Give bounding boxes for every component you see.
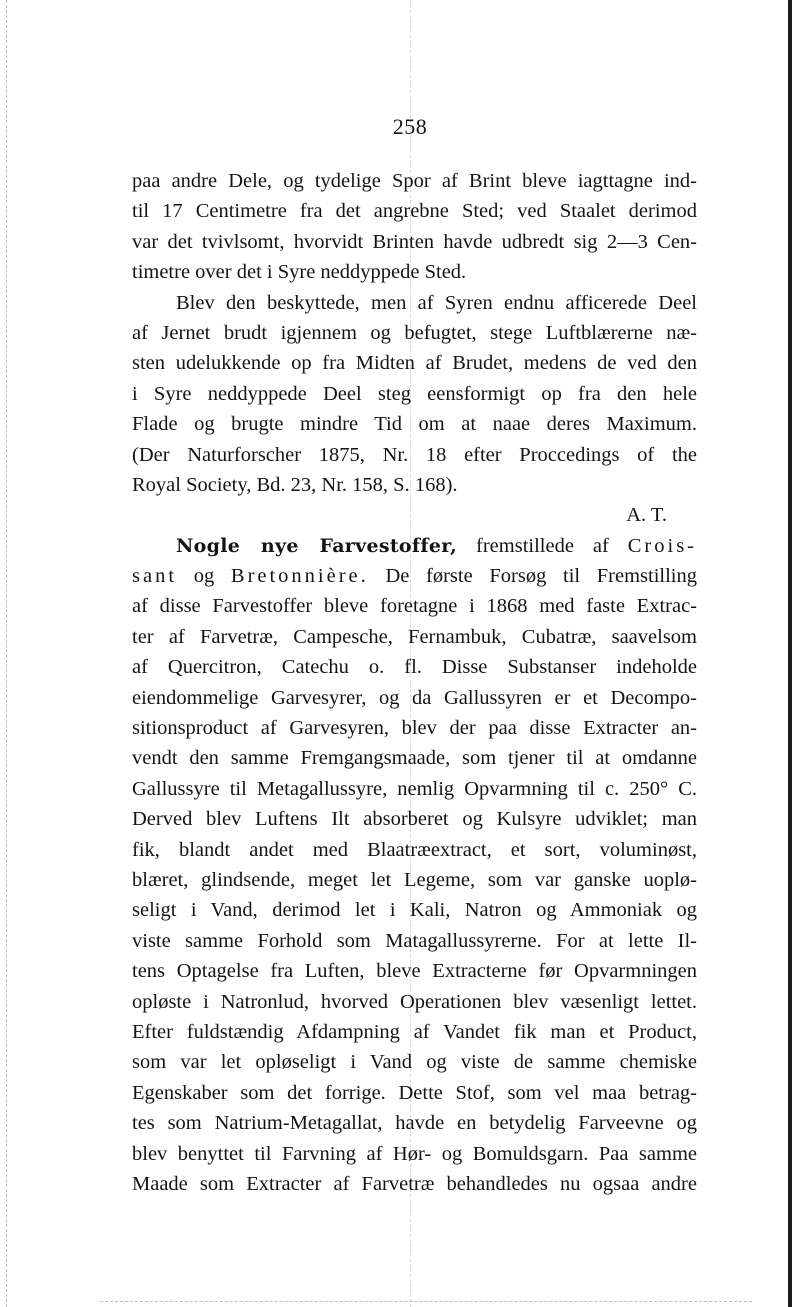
page-number: 258 — [392, 114, 428, 139]
scan-fold-line-left — [6, 0, 7, 1307]
paragraph-2-line: i Syre neddyppede Deel steg eensformigt op fra den hele — [132, 382, 697, 405]
paragraph-3-line: sitionsproduct af Garvesyren, blev der paa disse Extracter an- — [132, 717, 697, 740]
paragraph-3-line: viste samme Forhold som Matagallussyrerne. For at lette Il- — [132, 929, 697, 952]
paragraph-2-line: Blev den beskyttede, men af Syren endnu afficerede Deel — [176, 291, 697, 314]
paragraph-3-line: tes som Natrium-Metagallat, havde en betydelig Farveevne og — [132, 1112, 697, 1135]
scan-page-edge — [788, 0, 792, 1307]
paragraph-3-line: Maade som Extracter af Farvetræ behandledes nu ogsaa andre — [132, 1172, 697, 1195]
paragraph-3-line: blæret, glindsende, meget let Legeme, som var ganske uoplø- — [132, 868, 697, 891]
paragraph-3-line: fik, blandt andet med Blaatræextract, et sort, voluminøst, — [132, 838, 697, 861]
paragraph-3-first-line — [132, 531, 697, 561]
paragraph-3-line: ter af Farvetræ, Campesche, Fernambuk, Cubatræ, saavelsom — [132, 625, 697, 648]
article-heading: Nogle nye Farvestoffer, — [176, 534, 458, 557]
paragraph-2-line: (Der Naturforscher 1875, Nr. 18 efter Proccedings of the — [132, 443, 697, 466]
paragraph-3-line: vendt den samme Fremgangsmaade, som tjener til at omdanne — [132, 747, 697, 770]
paragraph-3-line: som var let opløseligt i Vand og viste de samme chemiske — [132, 1051, 697, 1074]
paragraph-2-line: Flade og brugte mindre Tid om at naae deres Maximum. — [132, 413, 697, 436]
paragraph-3-line: Gallussyre til Metagallussyre, nemlig Opvarmning til c. 250° C. — [132, 777, 697, 800]
paragraph-3-line: Efter fuldstændig Afdampning af Vandet fik man et Product, — [132, 1020, 697, 1043]
paragraph-3-line: af disse Farvestoffer bleve foretagne i 1868 med faste Extrac- — [132, 595, 697, 618]
paragraph-1-line: paa andre Dele, og tydelige Spor af Brint bleve iagttagne ind- — [132, 170, 697, 192]
page-body — [132, 166, 697, 1199]
paragraph-3-text: De første Forsøg til Fremstilling — [368, 565, 697, 588]
paragraph-3-line: opløste i Natronlud, hvorved Operationen blev væsenligt lettet. — [132, 990, 697, 1013]
paragraph-2-line: af Jernet brudt igjennem og befugtet, stege Luftblærerne næ- — [132, 321, 697, 344]
author-signature: A. T. — [626, 504, 667, 527]
chemist-name: Crois- — [627, 534, 697, 557]
paragraph-3-line: eiendommelige Garvesyrer, og da Gallussyren er et Decompo- — [132, 686, 697, 709]
chemist-name: sant — [132, 565, 178, 588]
paragraph-1-line: til 17 Centimetre fra det angrebne Sted; ved Staalet derimod — [132, 200, 697, 223]
paragraph-3-text: og — [177, 565, 231, 588]
paragraph-3-line: Derved blev Luftens Ilt absorberet og Kulsyre udviklet; man — [132, 808, 697, 831]
paragraph-3-second-line — [132, 561, 697, 591]
paragraph-1-line: var det tvivlsomt, hvorvidt Brinten havde udbredt sig 2—3 Cen- — [132, 230, 697, 253]
chemist-name: Bretonnière. — [230, 565, 369, 588]
paragraph-3-line: Egenskaber som det forrige. Dette Stof, som vel maa betrag- — [132, 1081, 697, 1104]
paragraph-2-line: sten udelukkende op fra Midten af Brudet, medens de ved den — [132, 352, 697, 375]
paragraph-2-line: Royal Society, Bd. 23, Nr. 158, S. 168). — [132, 473, 458, 496]
scan-fold-line-bottom — [100, 1301, 752, 1302]
paragraph-3-line: blev benyttet til Farvning af Hør- og Bomuldsgarn. Paa samme — [132, 1142, 697, 1165]
paragraph-3-line: tens Optagelse fra Luften, bleve Extracterne før Opvarmningen — [132, 960, 697, 983]
paragraph-1-line: timetre over det i Syre neddyppede Sted. — [132, 261, 467, 284]
paragraph-3-line: af Quercitron, Catechu o. fl. Disse Substanser indeholde — [132, 656, 697, 679]
paragraph-3-text: fremstillede af — [457, 534, 628, 557]
paragraph-3-line: seligt i Vand, derimod let i Kali, Natron og Ammoniak og — [132, 899, 697, 922]
